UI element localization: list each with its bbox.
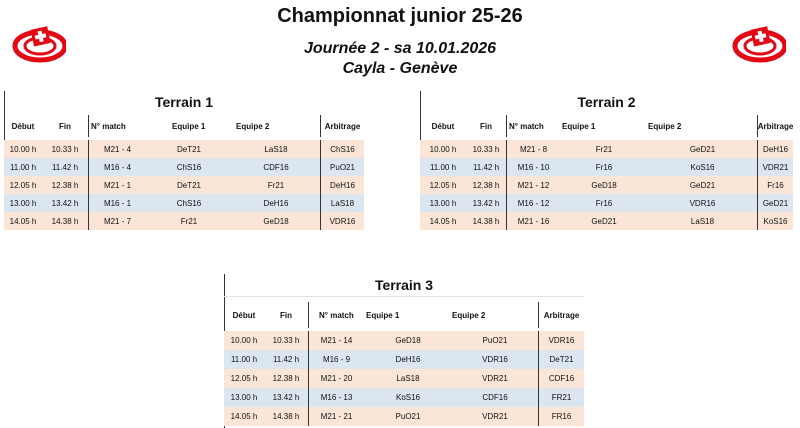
cell-equipe2: VDR21 [482, 412, 508, 421]
table-row [420, 176, 793, 194]
cell-match: M21 - 12 [506, 176, 560, 194]
table-row [420, 212, 793, 230]
col-equipe1: Equipe 1 [562, 121, 596, 131]
col-fin: Fin [280, 310, 292, 320]
cell-arbitrage: FR21 [538, 388, 584, 407]
cell-match: M21 - 20 [308, 369, 364, 388]
cell-arbitrage: VDR16 [320, 212, 364, 230]
cell-equipe1: DeT21 [176, 144, 201, 154]
cell-match: M21 - 8 [506, 140, 560, 158]
col-fin: Fin [59, 121, 71, 131]
cell-fin: 13.42 h [472, 198, 500, 208]
cell-debut: 12.05 h [230, 374, 258, 383]
cell-equipe2: DeH16 [263, 198, 289, 208]
swiss-unihockey-logo-icon [10, 22, 66, 64]
cell-debut: 13.00 h [429, 198, 457, 208]
table-header [420, 115, 793, 137]
cell-equipe2: VDR16 [482, 355, 508, 364]
cell-match: M21 - 4 [88, 140, 146, 158]
col-equipe1: Equipe 1 [172, 121, 206, 131]
cell-equipe1: KoS16 [395, 393, 421, 402]
table-row [224, 388, 584, 407]
table-row [420, 140, 793, 158]
cell-debut: 14.05 h [429, 216, 457, 226]
cell-fin: 13.42 h [51, 198, 79, 208]
cell-fin: 14.38 h [272, 412, 300, 421]
table-row [4, 158, 364, 176]
cell-debut: 10.00 h [429, 144, 457, 154]
cell-debut: 12.05 h [9, 180, 37, 190]
cell-fin: 13.42 h [272, 393, 300, 402]
col-arbitrage: Arbitrage [538, 302, 584, 328]
cell-arbitrage: CDF16 [538, 369, 584, 388]
cell-equipe2: CDF16 [263, 162, 289, 172]
table-header [224, 302, 584, 328]
cell-equipe1: GeD21 [591, 216, 617, 226]
col-equipe2: Equipe 2 [648, 121, 682, 131]
cell-debut: 11.00 h [429, 162, 457, 172]
swiss-unihockey-logo-icon [730, 22, 786, 64]
cell-debut: 10.00 h [9, 144, 37, 154]
cell-match: M21 - 14 [308, 331, 364, 350]
cell-arbitrage: PuO21 [320, 158, 364, 176]
col-match: N° match [308, 302, 364, 328]
cell-equipe2: LaS18 [690, 216, 715, 226]
cell-fin: 14.38 h [51, 216, 79, 226]
cell-fin: 11.42 h [272, 355, 300, 364]
table-row [224, 350, 584, 369]
table-row [224, 331, 584, 350]
cell-match: M16 - 10 [506, 158, 560, 176]
col-debut: Début [232, 310, 256, 320]
cell-equipe2: GeD18 [263, 216, 289, 226]
cell-match: M21 - 16 [506, 212, 560, 230]
cell-debut: 11.00 h [230, 355, 258, 364]
cell-arbitrage: ChS16 [320, 140, 364, 158]
cell-equipe2: VDR16 [689, 198, 716, 208]
col-arbitrage: Arbitrage [320, 115, 364, 137]
col-match: N° match [506, 115, 560, 137]
col-equipe1: Equipe 1 [366, 310, 400, 320]
col-fin: Fin [480, 121, 492, 131]
cell-fin: 10.33 h [272, 336, 300, 345]
col-equipe2: Equipe 2 [452, 310, 486, 320]
col-match: N° match [88, 115, 146, 137]
cell-fin: 12.38 h [472, 180, 500, 190]
cell-debut: 14.05 h [230, 412, 258, 421]
page-subtitle-venue: Cayla - Genève [342, 60, 458, 77]
col-arbitrage: Arbitrage [757, 115, 793, 137]
terrain-title: Terrain 2 [577, 94, 636, 110]
cell-fin: 14.38 h [472, 216, 500, 226]
cell-arbitrage: DeT21 [538, 350, 584, 369]
cell-equipe2: LaS18 [264, 144, 288, 154]
cell-equipe1: Fr21 [595, 144, 613, 154]
page-subtitle-day: Journée 2 - sa 10.01.2026 [303, 40, 497, 57]
cell-arbitrage: LaS18 [320, 194, 364, 212]
col-equipe2: Equipe 2 [236, 121, 270, 131]
table-header [4, 115, 364, 137]
cell-equipe2: Fr21 [267, 180, 285, 190]
table-row [224, 369, 584, 388]
cell-arbitrage: VDR21 [757, 158, 793, 176]
cell-arbitrage: KoS16 [757, 212, 793, 230]
cell-arbitrage: DeH16 [320, 176, 364, 194]
table-row [4, 212, 364, 230]
cell-equipe2: VDR21 [482, 374, 508, 383]
cell-match: M21 - 21 [308, 407, 364, 426]
cell-equipe1: DeT21 [176, 180, 201, 190]
cell-equipe2: KoS16 [690, 162, 715, 172]
terrain-title: Terrain 3 [374, 277, 434, 293]
cell-equipe1: PuO21 [395, 412, 421, 421]
cell-match: M21 - 1 [88, 176, 146, 194]
cell-equipe2: CDF16 [482, 393, 508, 402]
table-row [4, 140, 364, 158]
cell-equipe1: DeH16 [395, 355, 421, 364]
cell-equipe1: ChS16 [176, 162, 202, 172]
cell-fin: 12.38 h [51, 180, 79, 190]
cell-debut: 13.00 h [230, 393, 258, 402]
cell-equipe1: GeD18 [395, 336, 421, 345]
cell-arbitrage: DeH16 [757, 140, 793, 158]
cell-equipe1: GeD18 [591, 180, 617, 190]
cell-equipe2: GeD21 [689, 144, 716, 154]
cell-fin: 11.42 h [51, 162, 79, 172]
cell-arbitrage: Fr16 [757, 176, 793, 194]
table-row [420, 194, 793, 212]
cell-equipe1: LaS18 [396, 374, 420, 383]
cell-arbitrage: FR16 [538, 407, 584, 426]
cell-match: M16 - 13 [308, 388, 364, 407]
cell-debut: 13.00 h [9, 198, 37, 208]
table-row [4, 194, 364, 212]
cell-match: M21 - 7 [88, 212, 146, 230]
table-row [420, 158, 793, 176]
cell-match: M16 - 4 [88, 158, 146, 176]
cell-equipe2: PuO21 [482, 336, 508, 345]
cell-fin: 12.38 h [272, 374, 300, 383]
cell-fin: 10.33 h [51, 144, 79, 154]
cell-fin: 11.42 h [472, 162, 500, 172]
cell-equipe1: ChS16 [176, 198, 202, 208]
cell-debut: 14.05 h [9, 216, 37, 226]
cell-debut: 10.00 h [230, 336, 258, 345]
col-debut: Début [431, 121, 455, 131]
table-row [4, 176, 364, 194]
cell-equipe1: Fr16 [595, 162, 613, 172]
cell-arbitrage: GeD21 [757, 194, 793, 212]
col-debut: Début [11, 121, 35, 131]
cell-equipe2: GeD21 [689, 180, 716, 190]
cell-equipe1: Fr21 [180, 216, 198, 226]
cell-match: M16 - 9 [308, 350, 364, 369]
cell-fin: 10.33 h [472, 144, 500, 154]
page-title: Championnat junior 25-26 [277, 5, 523, 27]
cell-equipe1: Fr16 [595, 198, 613, 208]
cell-debut: 12.05 h [429, 180, 457, 190]
cell-debut: 11.00 h [9, 162, 37, 172]
terrain-title: Terrain 1 [154, 94, 214, 110]
cell-match: M16 - 1 [88, 194, 146, 212]
table-row [224, 407, 584, 426]
cell-match: M16 - 12 [506, 194, 560, 212]
cell-arbitrage: VDR16 [538, 331, 584, 350]
